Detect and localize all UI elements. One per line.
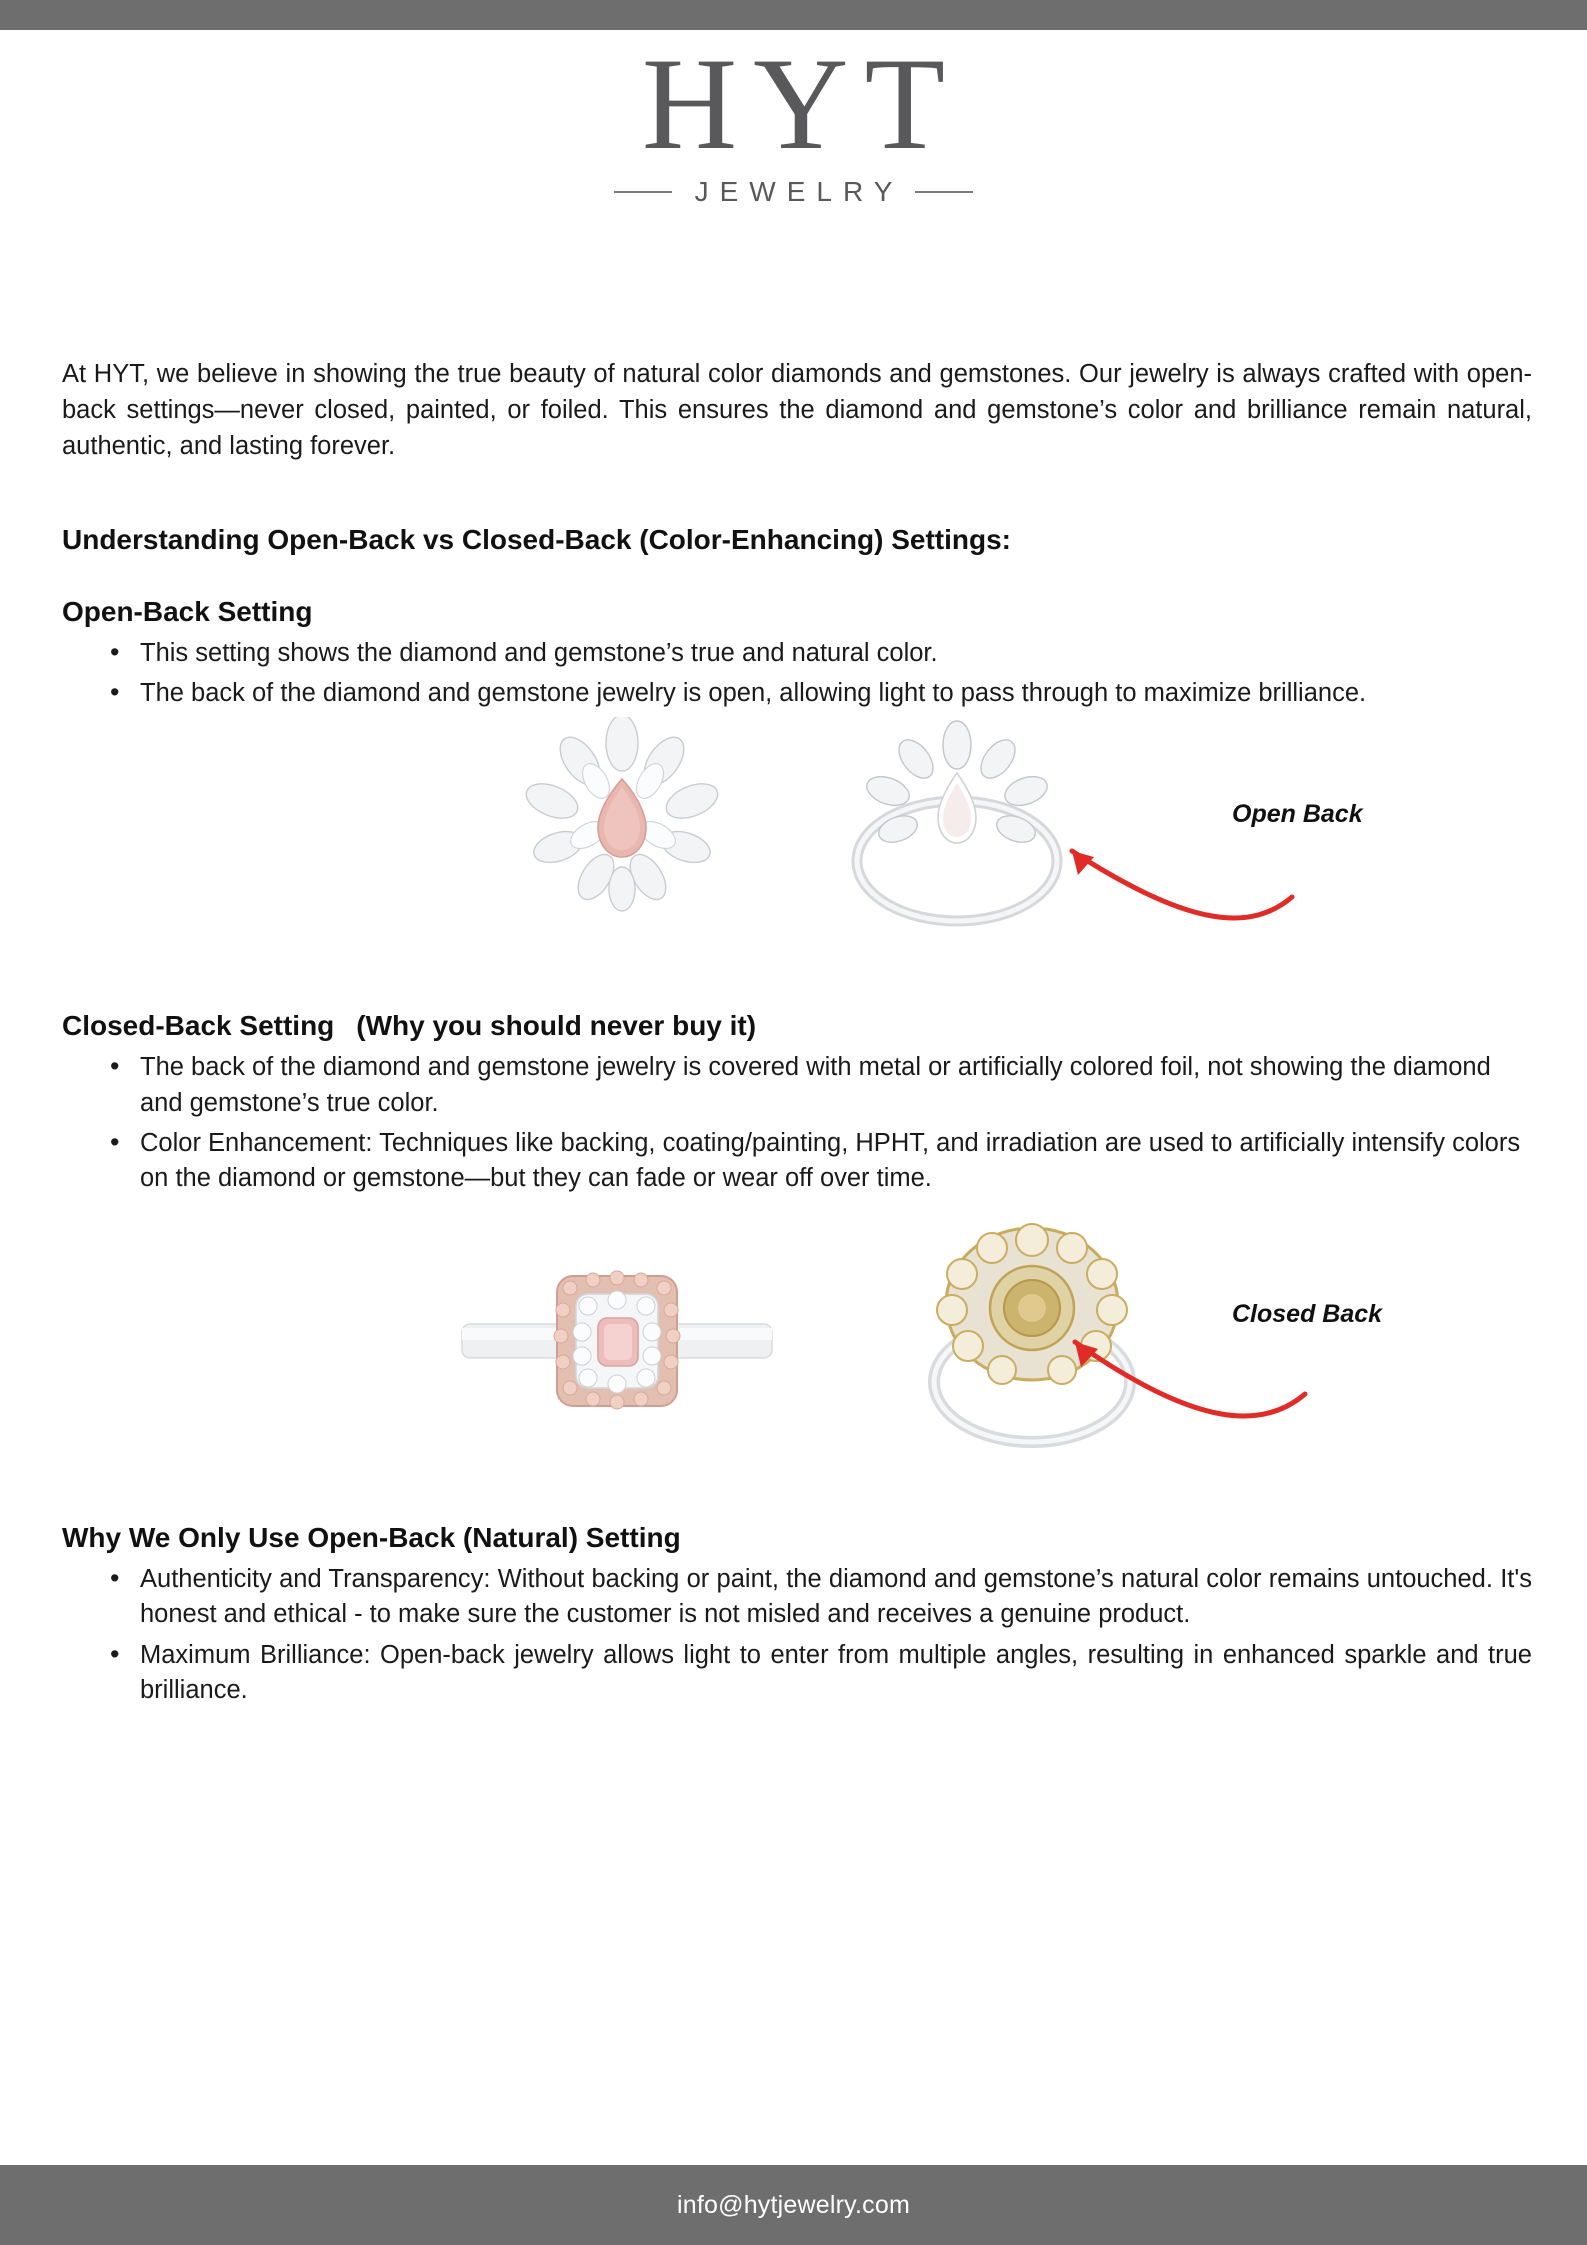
- open-back-arrow: [1042, 835, 1302, 935]
- closed-back-arrow: [1047, 1328, 1317, 1438]
- open-back-heading: Open-Back Setting: [62, 596, 313, 628]
- why-bullets: [62, 1562, 1532, 1708]
- list-item: • This setting shows the diamond and gemstone’s true and natural color.: [110, 636, 1532, 671]
- list-item: • Maximum Brilliance: Open-back jewelry allows light to enter from multiple angles, resulting in enhanced sparkle and true brilliance.: [110, 1638, 1532, 1708]
- logo-rule-right: [915, 191, 973, 193]
- closed-back-figure-row: [62, 1218, 1532, 1488]
- intro-paragraph: At HYT, we believe in showing the true beauty of natural color diamonds and gemstones. Our jewelry is always crafted with open-back settings—never closed, painted, or foiled. This ensures the diamond and gemstone’s color and brilliance remain natural, authentic, and lasting forever.: [62, 359, 1532, 460]
- closed-back-heading-text: Closed-Back Setting: [62, 1010, 335, 1042]
- footer-bar: [0, 2165, 1587, 2245]
- footer-email[interactable]: info@hytjewelry.com: [677, 2190, 910, 2219]
- brand-logo: [0, 30, 1587, 208]
- why-heading: Why We Only Use Open-Back (Natural) Setting: [62, 1522, 681, 1554]
- open-back-figure-row: [62, 725, 1532, 970]
- list-item: • Color Enhancement: Techniques like backing, coating/painting, HPHT, and irradiation are used to artificially intensify colors on the diamond or gemstone—but they can fade or wear off over time.: [110, 1126, 1532, 1196]
- top-bar: [0, 0, 1587, 30]
- closed-back-heading-paren: (Why you should never buy it): [356, 1010, 757, 1042]
- logo-rule-left: [614, 191, 672, 193]
- logo-wordmark: HYT: [641, 30, 962, 177]
- list-item: • The back of the diamond and gemstone jewelry is covered with metal or artificially colored foil, not showing the diamond and gemstone’s true color.: [110, 1050, 1532, 1120]
- logo-subtitle-row: [0, 176, 1587, 208]
- document-body: [62, 330, 1532, 1708]
- open-back-bullets: [62, 636, 1532, 711]
- closed-back-bullets: [62, 1050, 1532, 1196]
- logo-subtitle: JEWELRY: [694, 176, 904, 207]
- list-item: • Authenticity and Transparency: Without backing or paint, the diamond and gemstone’s natural color remains untouched. It's honest and ethical - to make sure the customer is not misled and receives a genuine product.: [110, 1562, 1532, 1632]
- list-item: • The back of the diamond and gemstone jewelry is open, allowing light to pass through to maximize brilliance.: [110, 676, 1532, 711]
- closed-back-callout-label: Closed Back: [1232, 1300, 1383, 1329]
- open-back-callout-label: Open Back: [1232, 800, 1363, 829]
- open-back-front-ring-image: [492, 717, 752, 917]
- section-heading: Understanding Open-Back vs Closed-Back (Color-Enhancing) Settings:: [62, 524, 1012, 556]
- closed-back-heading: [62, 1010, 1532, 1042]
- closed-back-front-ring-image: [452, 1228, 782, 1448]
